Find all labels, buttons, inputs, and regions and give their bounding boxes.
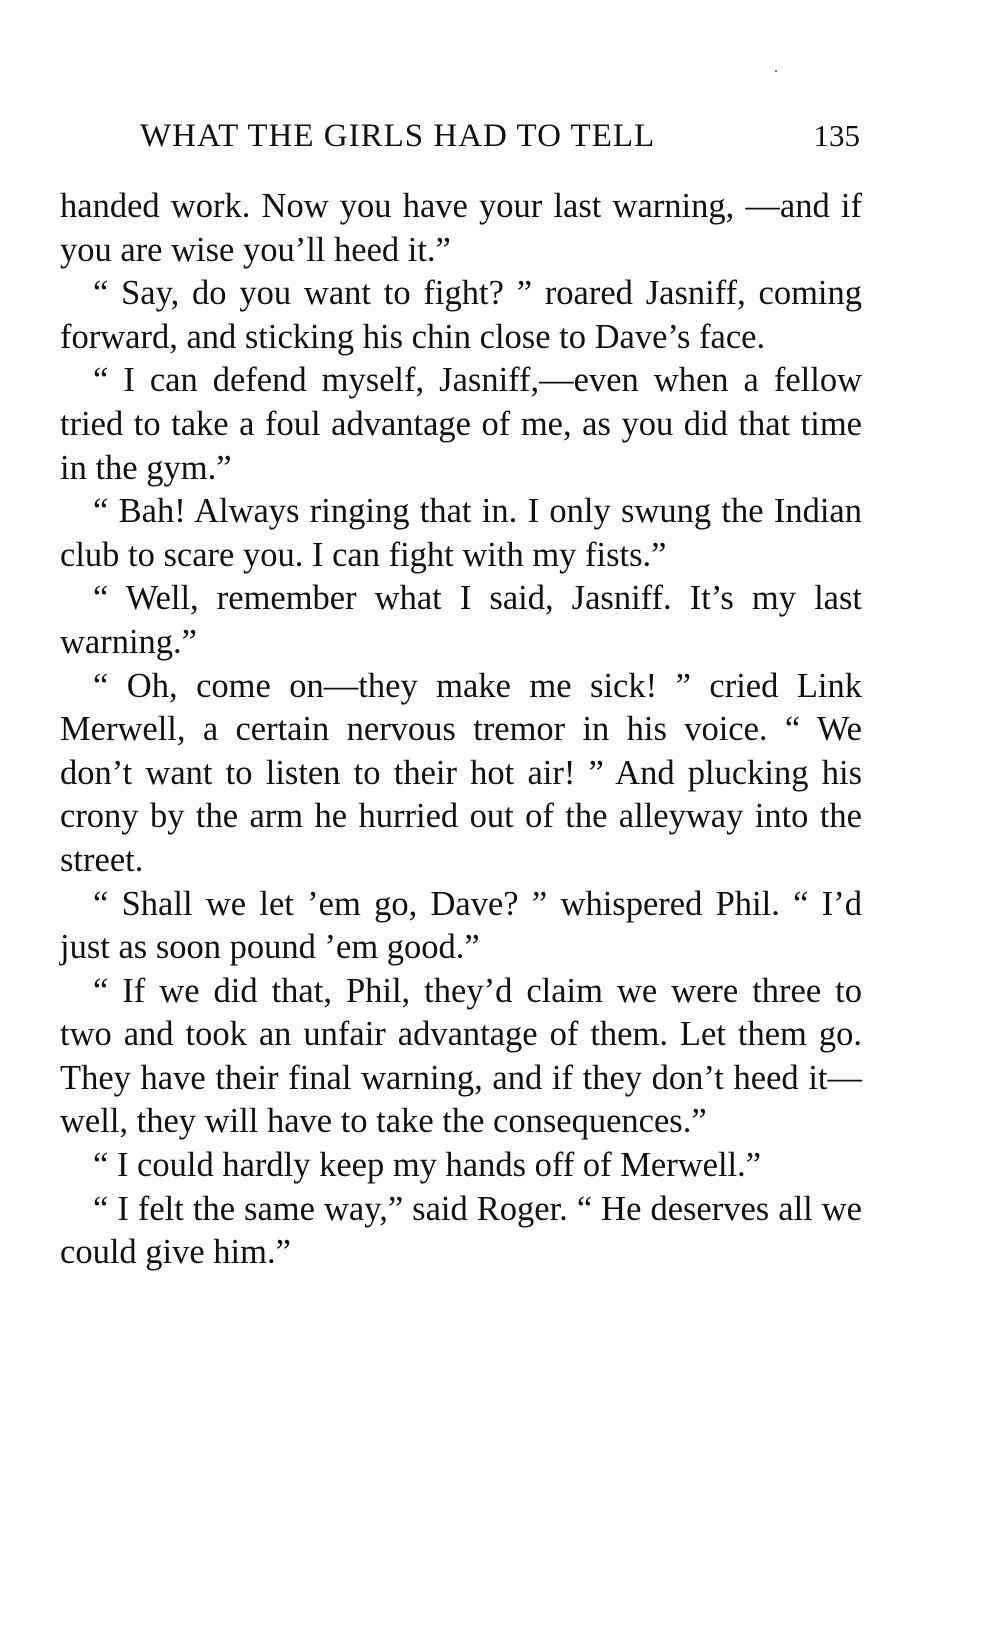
paragraph: “ If we did that, Phil, they’d claim we were three to two and took an unfair advantage of them. Let them go. They have their final warning, and if they don’t heed it—well, they will have to take the consequences.” xyxy=(60,971,862,1141)
paragraph: “ Shall we let ’em go, Dave? ” whispered Phil. “ I’d just as soon pound ’em good.” xyxy=(60,884,862,967)
paragraph: “ Say, do you want to fight? ” roared Jasniff, coming forward, and sticking his chin close to Dave’s face. xyxy=(60,274,862,356)
paragraph-continued: handed work. Now you have your last warning, —and if you are wise you’ll heed it.” xyxy=(60,187,862,269)
print-speck xyxy=(775,70,777,72)
paragraph: “ Oh, come on—they make me sick! ” cried Link Merwell, a certain nervous tremor in his voice. “ We don’t want to listen to their hot air! ” And plucking his crony by the arm he hurried out of the alleyway into the street. xyxy=(60,666,862,879)
running-head: WHAT THE GIRLS HAD TO TELL xyxy=(140,118,656,154)
paragraph: “ Bah! Always ringing that in. I only swung the Indian club to scare you. I can fight with my fists.” xyxy=(60,492,862,574)
paragraph: “ I could hardly keep my hands off of Merwell.” xyxy=(93,1146,762,1185)
body-text xyxy=(60,185,862,1275)
paragraph: “ I can defend myself, Jasniff,—even when a fellow tried to take a foul advantage of me, as you did that time in the gym.” xyxy=(60,361,862,487)
page-number: 135 xyxy=(813,118,860,153)
page-header xyxy=(140,118,860,162)
paragraph: “ I felt the same way,” said Roger. “ He deserves all we could give him.” xyxy=(60,1189,862,1272)
paragraph: “ Well, remember what I said, Jasniff. It’s my last warning.” xyxy=(60,579,862,661)
